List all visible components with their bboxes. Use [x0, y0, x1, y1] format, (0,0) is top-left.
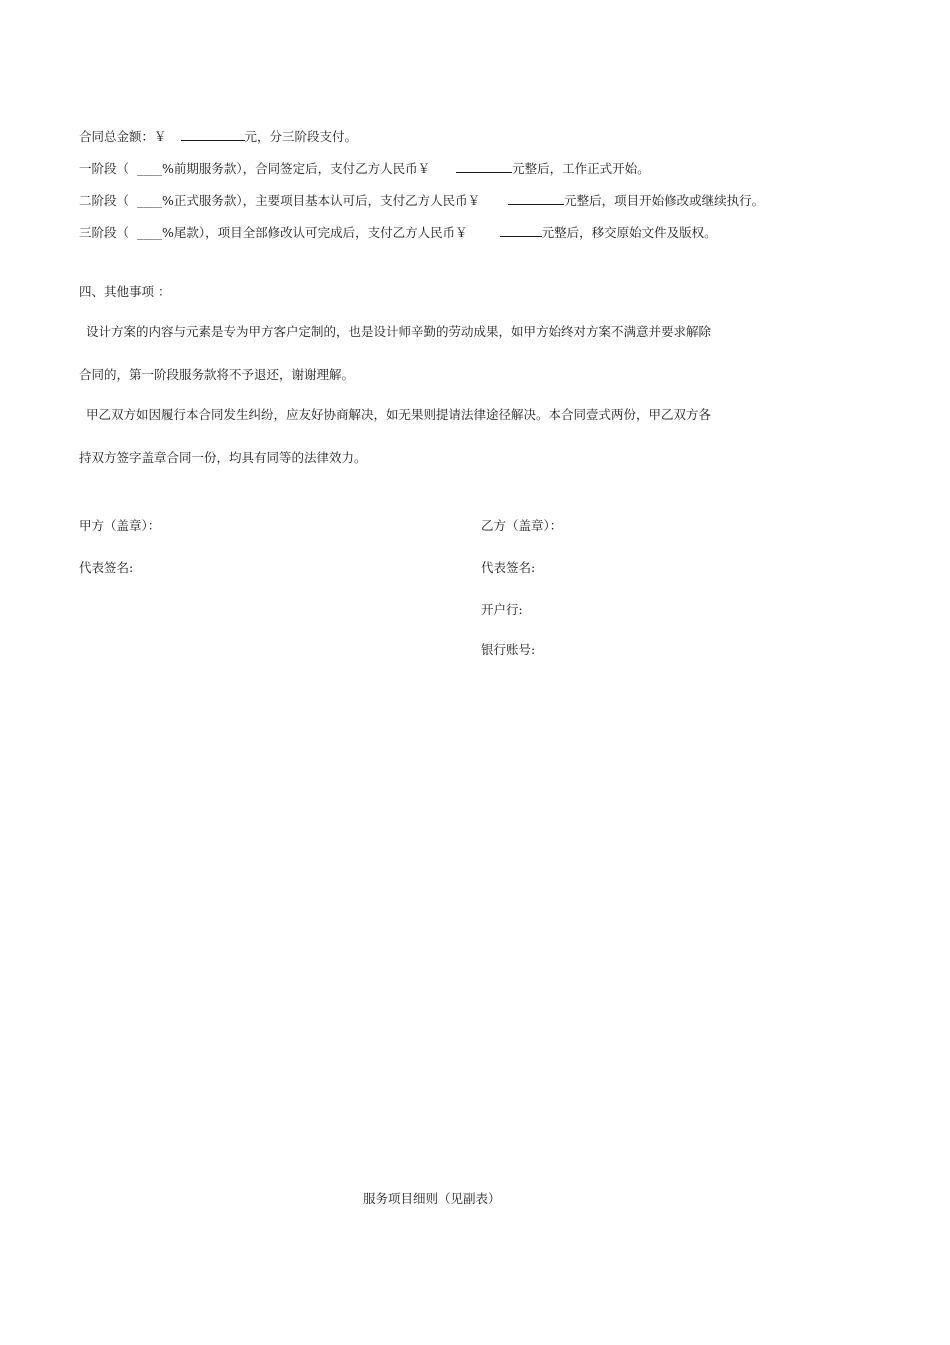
total-amount-line: [79, 128, 357, 145]
bank-label: 开户行:: [481, 602, 523, 617]
stage1-amount-blank[interactable]: [456, 160, 512, 173]
stage2-suffix: 元整后，项目开始修改或继续执行。: [564, 193, 765, 208]
service-details-note: 服务项目细则（见副表）: [363, 1191, 501, 1206]
account-label: 银行账号:: [481, 642, 536, 657]
stage2-line: [79, 192, 764, 209]
other-matters-heading: 四、其他事项 ：: [79, 284, 171, 299]
stage2-percent-blank[interactable]: ____: [137, 193, 163, 208]
stage1-suffix: 元整后，工作正式开始。: [512, 161, 650, 176]
stage2-middle: %正式服务款），主要项目基本认可后，支付乙方人民币￥: [162, 193, 481, 208]
stage3-line: [79, 224, 717, 241]
stage2-prefix: 二阶段（: [79, 193, 130, 208]
stage2-amount-blank[interactable]: [508, 192, 564, 205]
total-amount-prefix: 合同总金额：￥: [79, 129, 167, 144]
total-amount-suffix: 元，分三阶段支付。: [244, 129, 358, 144]
stage1-percent-blank[interactable]: ____: [137, 161, 163, 176]
stage3-middle: %尾款），项目全部修改认可完成后，支付乙方人民币￥: [162, 225, 468, 240]
paragraph1-line1: 设计方案的内容与元素是专为甲方客户定制的，也是设计师辛勤的劳动成果，如甲方始终对方案不满意并要求解除: [86, 324, 712, 339]
paragraph2-line2: 持双方签字盖章合同一份，均具有同等的法律效力。: [79, 450, 367, 465]
total-amount-blank[interactable]: [181, 128, 245, 141]
party-b-rep-label: 代表签名:: [481, 560, 536, 575]
party-b-seal-label: 乙方（盖章）：: [481, 518, 563, 533]
paragraph2-line1: 甲乙双方如因履行本合同发生纠纷，应友好协商解决，如无果则提请法律途径解决。本合同壹式两份，甲乙双方各: [86, 407, 712, 422]
party-a-rep-label: 代表签名:: [79, 560, 134, 575]
paragraph1-line2: 合同的，第一阶段服务款将不予退还，谢谢理解。: [79, 367, 355, 382]
stage3-amount-blank[interactable]: [500, 224, 542, 237]
stage1-middle: %前期服务款），合同签定后，支付乙方人民币￥: [162, 161, 431, 176]
party-a-seal-label: 甲方（盖章）：: [79, 518, 161, 533]
stage1-line: [79, 160, 650, 177]
stage3-percent-blank[interactable]: ____: [137, 225, 163, 240]
stage1-prefix: 一阶段（: [79, 161, 130, 176]
stage3-prefix: 三阶段（: [79, 225, 130, 240]
stage3-suffix: 元整后，移交原始文件及版权。: [541, 225, 717, 240]
